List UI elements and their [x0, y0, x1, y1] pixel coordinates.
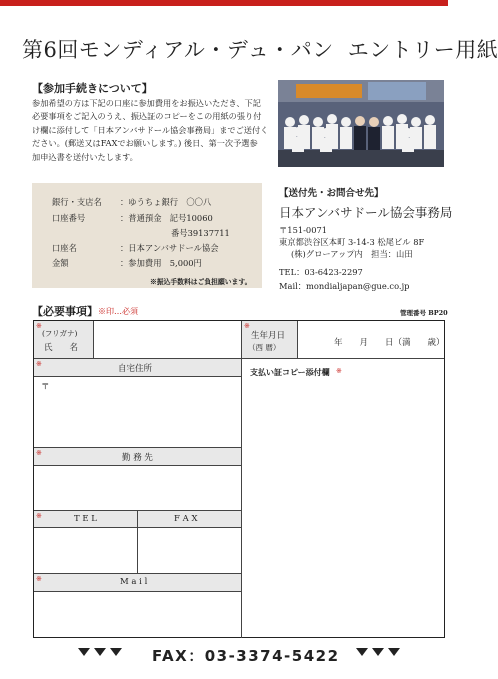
title-form-name: エントリー用紙: [347, 38, 498, 62]
event-group-photo: [278, 80, 444, 167]
top-red-bar: [0, 0, 480, 6]
send-tel: TEL：03-6423-2297: [279, 267, 363, 277]
required-mark: ※: [36, 322, 42, 330]
workplace-header: 勤 務 先: [122, 453, 153, 463]
procedure-line: 加申込書を送付いたします。: [32, 151, 138, 162]
birth-label: 生年月日: [251, 331, 286, 341]
fax-input[interactable]: [138, 528, 241, 573]
required-mark: ※: [36, 360, 42, 368]
send-address: 東京都渋谷区本町 3-14-3 松尾ビル 8F: [279, 237, 425, 247]
name-label: 氏 名: [44, 343, 79, 353]
required-mark: ※: [244, 322, 250, 330]
top-bar-gap: [448, 0, 480, 6]
receipt-attach-label: 支払い証コピー添付欄: [250, 367, 330, 377]
furigana-label: (フリガナ): [42, 329, 78, 338]
postal-mark: 〒: [41, 382, 50, 392]
management-number: 管理番号 BP20: [400, 309, 448, 317]
bank-value: 番号39137711: [171, 228, 230, 238]
arrow-down-icon: [388, 648, 400, 656]
tel-input[interactable]: [34, 528, 137, 573]
procedure-text: [32, 97, 272, 164]
arrow-down-icon: [78, 648, 90, 656]
bank-label: 口座名: [52, 243, 77, 253]
arrow-down-icon: [356, 648, 368, 656]
birth-date-input[interactable]: 年 月 日（満 歳）: [334, 338, 445, 348]
title-event-name: 第6回モンディアル・デュ・パン: [22, 38, 334, 62]
bank-value: ：参加費用 5,000円: [120, 258, 202, 268]
bank-label: 金額: [52, 258, 69, 268]
send-postal: 〒151-0071: [279, 225, 328, 235]
required-note: ※印…必須: [98, 307, 138, 316]
required-mark: ※: [336, 367, 342, 375]
footer-fax-number: FAX：03-3374-5422: [152, 647, 340, 665]
tel-header: T E L: [74, 514, 97, 524]
bank-fee-note: ※振込手数料はご負担願います。: [150, 278, 252, 286]
page-title: [22, 34, 498, 64]
required-mark: ※: [36, 449, 42, 457]
birth-era-label: （西 暦）: [248, 343, 281, 352]
mail-input[interactable]: [34, 592, 241, 638]
procedure-line: ださい。(郵送又はFAXでお願いします。) 後日、第一次予選参: [32, 138, 258, 149]
send-organization: 日本アンバサドール協会事務局: [279, 205, 453, 220]
arrow-down-icon: [372, 648, 384, 656]
workplace-input[interactable]: [34, 466, 241, 510]
arrow-down-icon: [94, 648, 106, 656]
address-input[interactable]: [34, 377, 241, 447]
bank-value: ：ゆうちょ銀行 〇〇八: [120, 197, 212, 207]
entry-form-table: [33, 320, 445, 638]
required-mark: ※: [36, 575, 42, 583]
send-heading: 【送付先・お問合せ先】: [279, 188, 384, 199]
required-mark: ※: [36, 512, 42, 520]
fax-header: F A X: [174, 514, 198, 524]
bank-info-box: [32, 183, 262, 288]
send-contact: (株)グローアップ内 担当：山田: [291, 249, 413, 259]
mail-header: M a i l: [120, 577, 148, 587]
bank-label: 口座番号: [52, 213, 86, 223]
procedure-line: け欄に添付して「日本アンバサドール協会事務局」までご送付く: [32, 124, 269, 135]
procedure-line: 参加希望の方は下記の口座に参加費用をお振込いただき、下記: [32, 98, 261, 108]
name-input[interactable]: [94, 321, 241, 358]
bank-value: ：日本アンバサドール協会: [120, 243, 219, 253]
procedure-line: 必要事項をご記入のうえ、振込証のコピーをこの用紙の張り付: [32, 111, 262, 122]
required-heading: 【必要事項】: [32, 305, 98, 318]
send-mail[interactable]: Mail：mondialjapan@gue.co.jp: [279, 281, 410, 291]
address-header: 自宅住所: [118, 364, 153, 374]
procedure-heading: 【参加手続きについて】: [32, 82, 153, 95]
bank-value: ：普通預金 記号10060: [120, 213, 213, 223]
receipt-attach-area[interactable]: [242, 359, 444, 638]
bank-label: 銀行・支店名: [52, 197, 102, 207]
arrow-down-icon: [110, 648, 122, 656]
